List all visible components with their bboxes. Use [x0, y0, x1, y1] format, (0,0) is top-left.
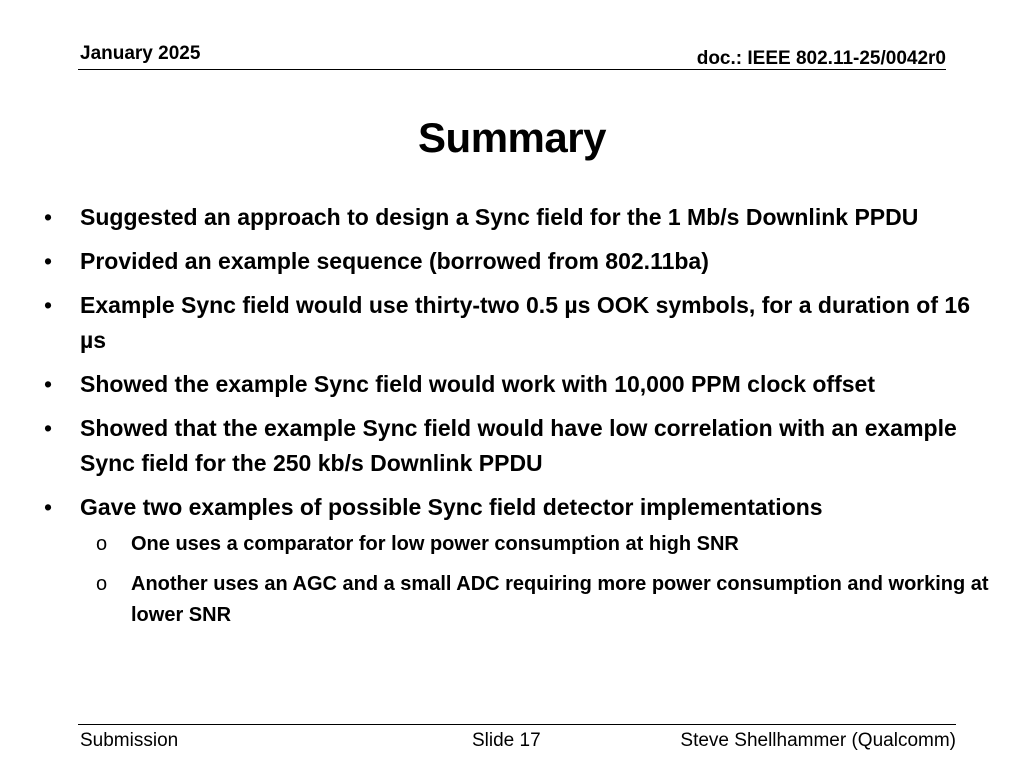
- bullet-marker: •: [44, 494, 53, 520]
- bullet-text: Showed the example Sync field would work with 10,000 PPM clock offset: [80, 371, 875, 397]
- bullet-text: Showed that the example Sync field would have low correlation with an example Sync field for the 250 kb/s Downlink PPDU: [80, 415, 957, 476]
- footer-divider: [78, 724, 956, 725]
- header-date: January 2025: [80, 43, 201, 64]
- sub-bullet-marker: o: [96, 533, 108, 555]
- footer-submission: Submission: [80, 730, 179, 751]
- bullet-text: Provided an example sequence (borrowed from 802.11ba): [80, 248, 709, 274]
- header-doc-id: doc.: IEEE 802.11-25/0042r0: [696, 48, 946, 69]
- bullet-text: Example Sync field would use thirty-two 0.5 µs OOK symbols, for a duration of 16 µs: [80, 292, 970, 353]
- bullet-text: Suggested an approach to design a Sync field for the 1 Mb/s Downlink PPDU: [80, 204, 919, 230]
- footer-author: Steve Shellhammer (Qualcomm): [680, 730, 956, 751]
- bullet-marker: •: [44, 204, 53, 230]
- slide-title: Summary: [418, 114, 606, 161]
- bullet-marker: •: [44, 292, 53, 318]
- bullet-item: [40, 490, 990, 525]
- bullet-item: [40, 244, 990, 279]
- bullet-item: [40, 367, 990, 402]
- slide-content: [40, 200, 990, 640]
- sub-bullet-item: [40, 529, 990, 560]
- bullet-marker: •: [44, 415, 53, 441]
- bullet-text: Gave two examples of possible Sync field detector implementations: [80, 494, 823, 520]
- sub-bullet-text: One uses a comparator for low power consumption at high SNR: [131, 533, 739, 555]
- footer-slide-number: Slide 17: [472, 730, 541, 751]
- bullet-item: [40, 288, 990, 358]
- bullet-item: [40, 200, 990, 235]
- bullet-item: [40, 411, 990, 481]
- sub-bullet-item: [40, 569, 990, 631]
- bullet-marker: •: [44, 371, 53, 397]
- bullet-marker: •: [44, 248, 53, 274]
- sub-bullet-text: Another uses an AGC and a small ADC requiring more power consumption and working at lower SNR: [131, 573, 989, 626]
- header-divider: [78, 69, 946, 70]
- sub-bullet-marker: o: [96, 573, 108, 595]
